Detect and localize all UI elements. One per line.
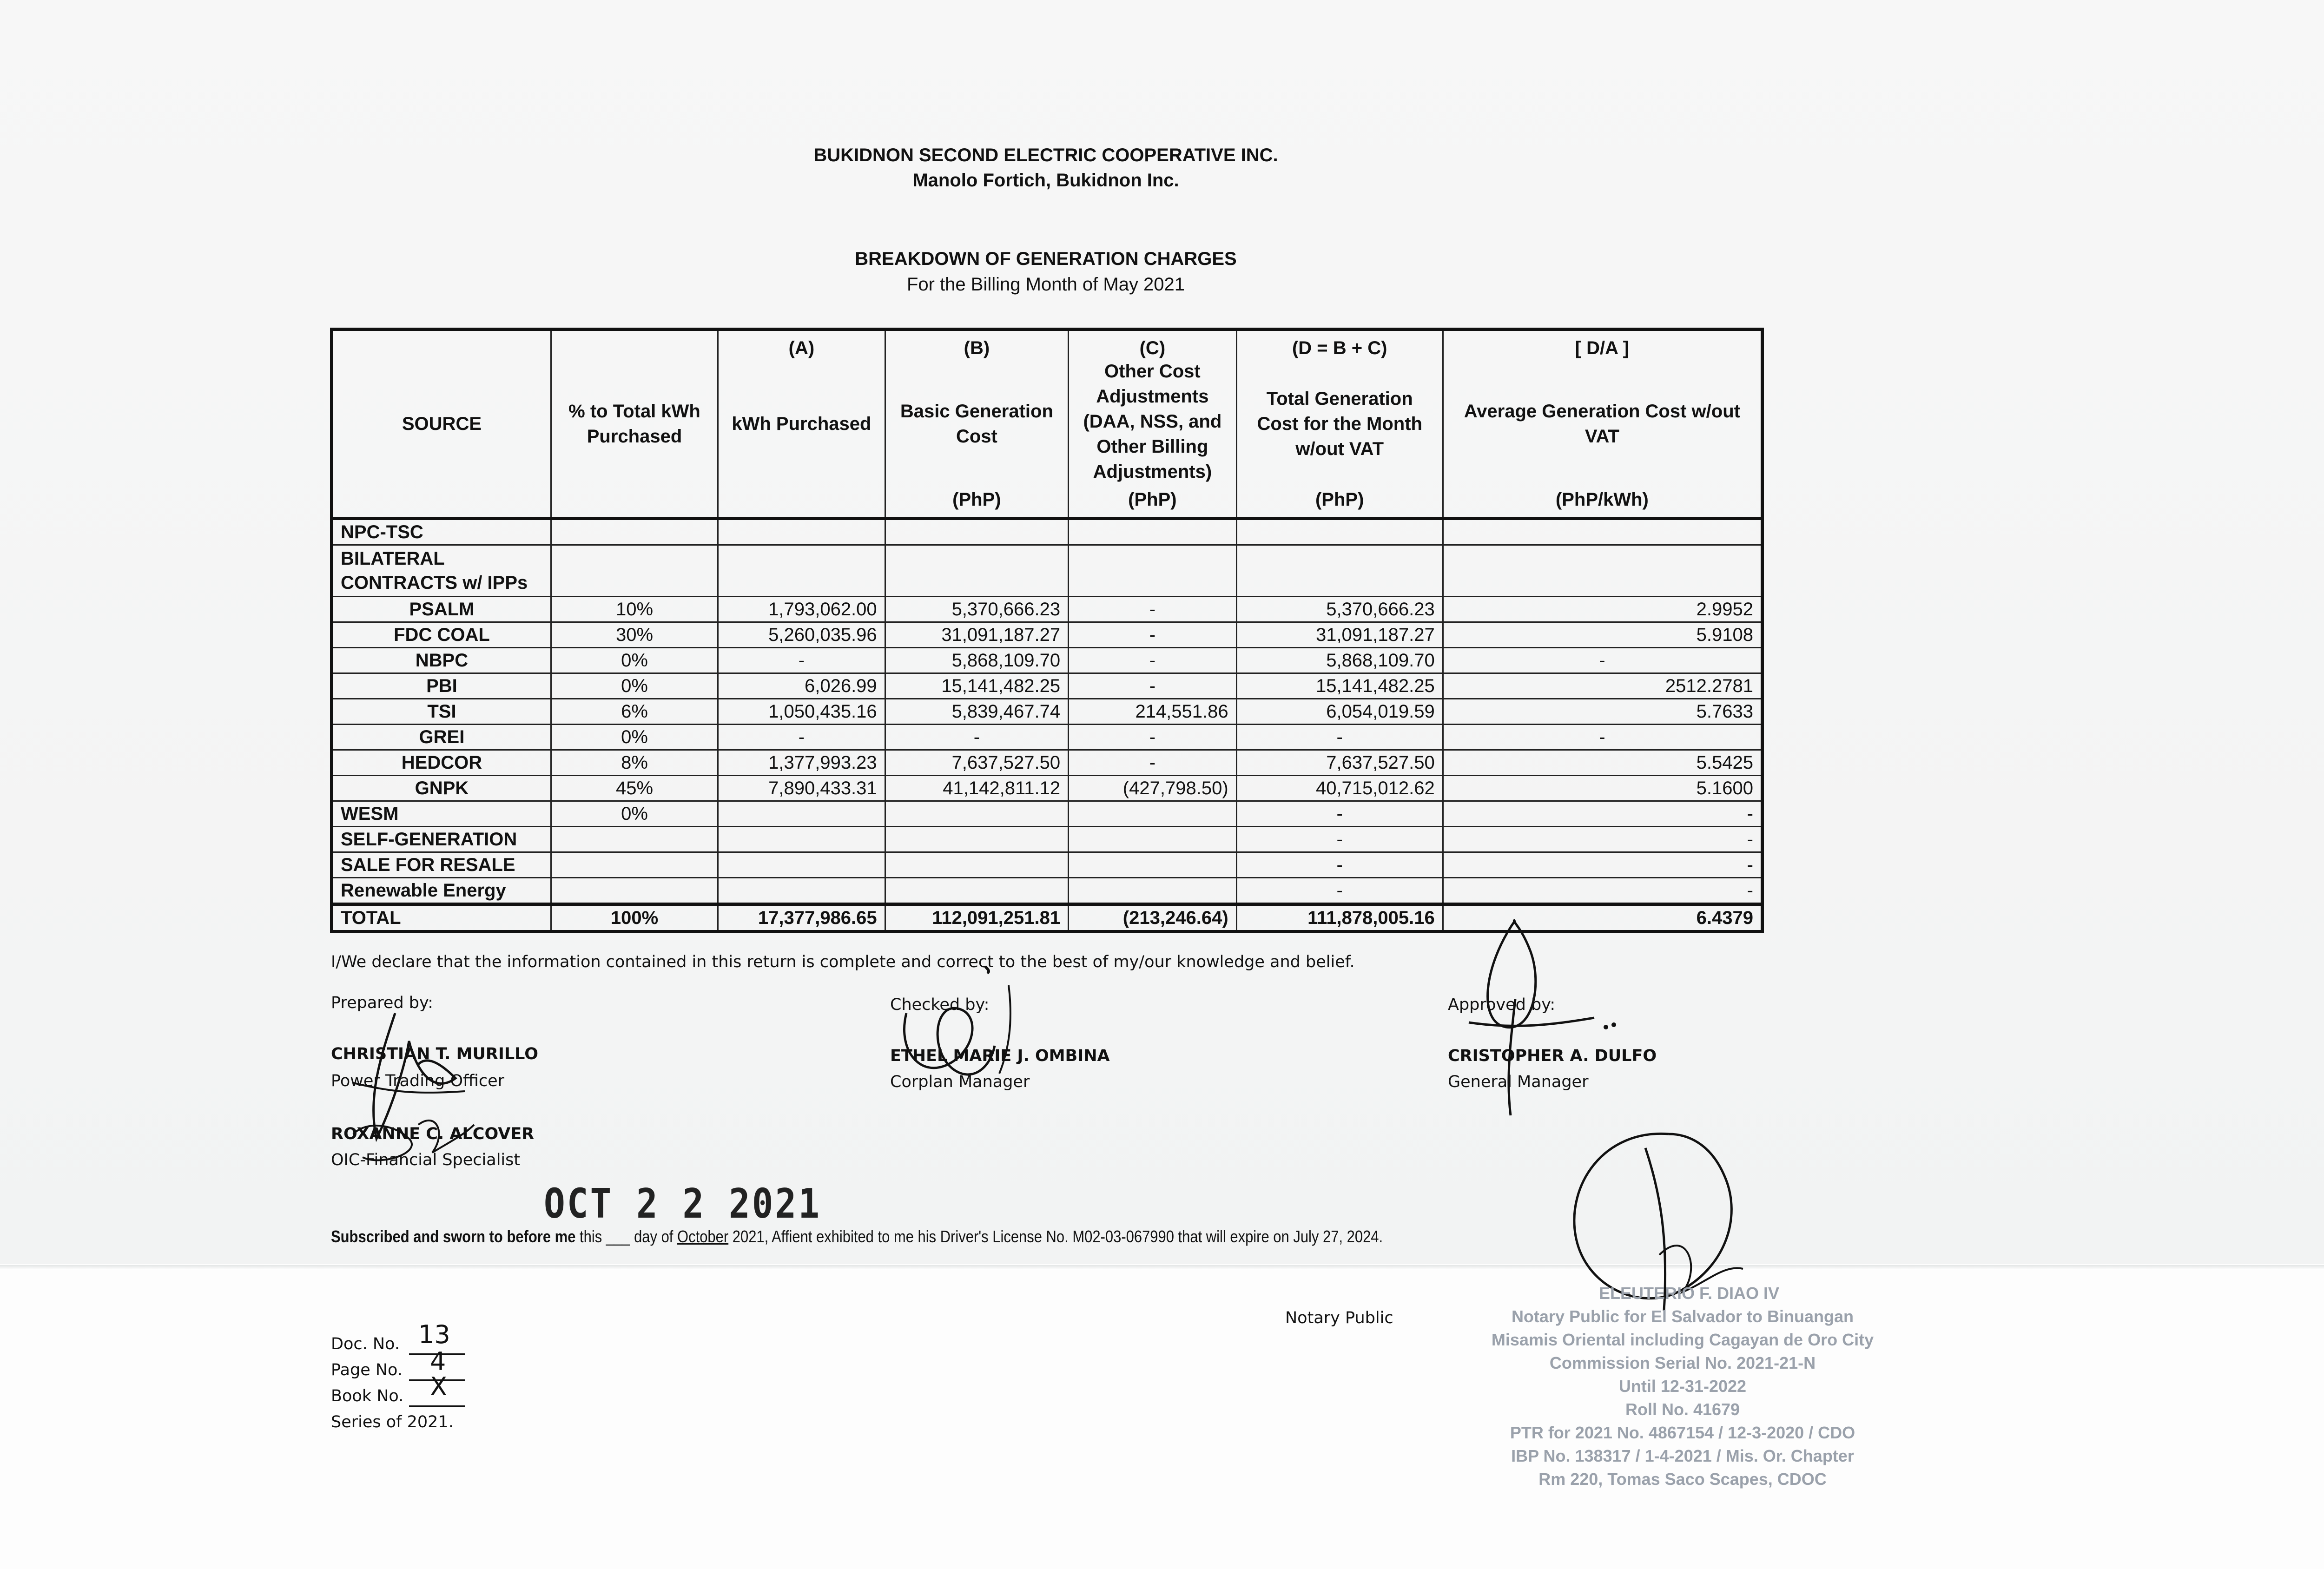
stamp-line: Rm 220, Tomas Saco Scapes, CDOC [1538, 1470, 1827, 1489]
sworn-this: this ___ day of [580, 1227, 673, 1246]
prepared2-name: ROXANNE C. ALCOVER [331, 1125, 535, 1143]
avg-cost-cell: - [1443, 827, 1762, 852]
doc-no-value: 13 [418, 1320, 450, 1349]
stamp-line: ELEUTERIO F. DIAO IV [1599, 1284, 1780, 1303]
received-date-stamp: OCT 2 2 2021 [544, 1180, 822, 1227]
notary-public-label: Notary Public [1285, 1309, 1393, 1327]
basic-cost-cell: 7,637,527.50 [885, 750, 1068, 776]
stamp-line: IBP No. 138317 / 1-4-2021 / Mis. Or. Chapter [1511, 1446, 1854, 1465]
table-row [332, 827, 1763, 852]
pct-cell: 0% [551, 801, 718, 827]
avg-cost-cell: - [1443, 852, 1762, 878]
avg-cost-cell: 2.9952 [1443, 597, 1762, 622]
source-cell: PSALM [332, 597, 551, 622]
other-adjust-cell: - [1069, 725, 1237, 750]
col-source: SOURCE [332, 330, 551, 519]
prepared-label: Prepared by: [331, 994, 433, 1012]
sworn-month: October [677, 1227, 729, 1246]
other-adjust-cell: - [1069, 648, 1237, 673]
basic-cost-cell: 5,839,467.74 [885, 699, 1068, 725]
company-address: Manolo Fortich, Bukidnon Inc. [912, 170, 1179, 191]
avg-cost-cell: 6.4379 [1443, 904, 1762, 932]
pct-cell: 45% [551, 776, 718, 801]
notary-stamp [1459, 1282, 1906, 1491]
document-title: BREAKDOWN OF GENERATION CHARGES [855, 249, 1237, 269]
basic-cost-cell: 31,091,187.27 [885, 622, 1068, 648]
pct-cell: 30% [551, 622, 718, 648]
total-cost-cell: 5,370,666.23 [1236, 597, 1443, 622]
table-row [332, 699, 1763, 725]
prepared2-title: OIC-Financial Specialist [331, 1151, 521, 1169]
doc-no-label: Doc. No. [331, 1335, 400, 1353]
pct-cell: 100% [551, 904, 718, 932]
avg-cost-cell: 5.9108 [1443, 622, 1762, 648]
kwh-cell: 7,890,433.31 [718, 776, 885, 801]
signature-dulfo [1441, 911, 1636, 1129]
source-cell: GNPK [332, 776, 551, 801]
basic-cost-cell: 15,141,482.25 [885, 673, 1068, 699]
avg-cost-cell: - [1443, 801, 1762, 827]
stamp-line: PTR for 2021 No. 4867154 / 12-3-2020 / CDO [1510, 1423, 1855, 1442]
basic-cost-cell: 5,370,666.23 [885, 597, 1068, 622]
avg-cost-cell: 2512.2781 [1443, 673, 1762, 699]
col-kwh: (A) kWh Purchased [718, 330, 885, 519]
prepared1-name: CHRISTIAN T. MURILLO [331, 1045, 538, 1063]
kwh-cell: 1,377,993.23 [718, 750, 885, 776]
source-cell: TOTAL [332, 904, 551, 932]
source-cell: HEDCOR [332, 750, 551, 776]
table-row [332, 878, 1763, 904]
avg-cost-cell: - [1443, 725, 1762, 750]
avg-cost-cell: 5.7633 [1443, 699, 1762, 725]
page-no-value: 4 [430, 1347, 446, 1376]
book-no-line [409, 1405, 465, 1407]
checked-name: ETHEL MARIE J. OMBINA [890, 1047, 1110, 1065]
table-row [332, 545, 1763, 597]
total-cost-cell: 40,715,012.62 [1236, 776, 1443, 801]
pct-cell: 0% [551, 725, 718, 750]
other-adjust-cell [1069, 827, 1237, 852]
kwh-cell: - [718, 648, 885, 673]
other-adjust-cell: 214,551.86 [1069, 699, 1237, 725]
other-adjust-cell [1069, 852, 1237, 878]
table-row [332, 597, 1763, 622]
other-adjust-cell [1069, 878, 1237, 904]
col-basic: (B) Basic Generation Cost (PhP) [885, 330, 1068, 519]
other-adjust-cell: - [1069, 622, 1237, 648]
avg-cost-cell: 5.1600 [1443, 776, 1762, 801]
col-pct: % to Total kWh Purchased [551, 330, 718, 519]
basic-cost-cell: 41,142,811.12 [885, 776, 1068, 801]
table-row [332, 725, 1763, 750]
row-label-bilateral: BILATERAL CONTRACTS w/ IPPs [332, 545, 551, 597]
signature-murillo [325, 985, 521, 1180]
total-cost-cell: 7,637,527.50 [1236, 750, 1443, 776]
book-no-value: X [430, 1372, 447, 1401]
kwh-cell: 1,050,435.16 [718, 699, 885, 725]
book-no-label: Book No. [331, 1387, 404, 1405]
source-cell: NBPC [332, 648, 551, 673]
source-cell: WESM [332, 801, 551, 827]
kwh-cell [718, 852, 885, 878]
total-cost-cell: - [1236, 827, 1443, 852]
table-row [332, 776, 1763, 801]
table-header-row [332, 330, 1763, 519]
total-cost-cell: - [1236, 852, 1443, 878]
pct-cell: 6% [551, 699, 718, 725]
table-row [332, 750, 1763, 776]
stamp-line: Until 12-31-2022 [1618, 1377, 1747, 1396]
total-cost-cell: 111,878,005.16 [1236, 904, 1443, 932]
stamp-line: Commission Serial No. 2021-21-N [1549, 1353, 1816, 1372]
other-adjust-cell: - [1069, 750, 1237, 776]
table-row [332, 801, 1763, 827]
sworn-bold: Subscribed and sworn to before me [331, 1227, 576, 1246]
kwh-cell [718, 801, 885, 827]
table-row [332, 648, 1763, 673]
avg-cost-cell: - [1443, 648, 1762, 673]
source-cell: SALE FOR RESALE [332, 852, 551, 878]
pct-cell: 0% [551, 648, 718, 673]
signature-ombina [878, 957, 1074, 1097]
generation-charges-table [330, 328, 1764, 933]
basic-cost-cell [885, 852, 1068, 878]
declaration-text: I/We declare that the information contained in this return is complete and correct to the best of my/our knowledge and belief. [331, 953, 1355, 971]
total-cost-cell: 31,091,187.27 [1236, 622, 1443, 648]
kwh-cell [718, 827, 885, 852]
basic-cost-cell [885, 827, 1068, 852]
col-average: [ D/A ] Average Generation Cost w/out VAT (PhP/kWh) [1443, 330, 1762, 519]
company-name: BUKIDNON SECOND ELECTRIC COOPERATIVE INC. [813, 145, 1278, 165]
avg-cost-cell: - [1443, 878, 1762, 904]
total-cost-cell: - [1236, 725, 1443, 750]
sworn-statement [331, 1227, 1383, 1246]
kwh-cell: - [718, 725, 885, 750]
basic-cost-cell: 112,091,251.81 [885, 904, 1068, 932]
total-cost-cell: 6,054,019.59 [1236, 699, 1443, 725]
stamp-line: Notary Public for El Salvador to Binuangan [1511, 1307, 1854, 1326]
row-label-npc: NPC-TSC [332, 519, 551, 545]
basic-cost-cell [885, 878, 1068, 904]
source-cell: PBI [332, 673, 551, 699]
checked-title: Corplan Manager [890, 1073, 1030, 1091]
other-adjust-cell [1069, 801, 1237, 827]
table-row [332, 852, 1763, 878]
pct-cell [551, 852, 718, 878]
basic-cost-cell: 5,868,109.70 [885, 648, 1068, 673]
pct-cell: 10% [551, 597, 718, 622]
approved-label: Approved by: [1448, 995, 1556, 1014]
total-cost-cell: 15,141,482.25 [1236, 673, 1443, 699]
stamp-line: Roll No. 41679 [1625, 1400, 1740, 1419]
checked-label: Checked by: [890, 995, 990, 1014]
sworn-rest: 2021, Affient exhibited to me his Driver's License No. M02-03-067990 that will expire on July 27, 2024. [732, 1227, 1383, 1246]
basic-cost-cell [885, 801, 1068, 827]
other-adjust-cell: (427,798.50) [1069, 776, 1237, 801]
source-cell: TSI [332, 699, 551, 725]
avg-cost-cell: 5.5425 [1443, 750, 1762, 776]
kwh-cell: 6,026.99 [718, 673, 885, 699]
prepared1-title: Power Trading Officer [331, 1072, 505, 1090]
document-subtitle: For the Billing Month of May 2021 [906, 274, 1185, 295]
col-other: (C) Other Cost Adjustments (DAA, NSS, and Other Billing Adjustments) (PhP) [1069, 330, 1237, 519]
basic-cost-cell: - [885, 725, 1068, 750]
total-cost-cell: - [1236, 801, 1443, 827]
source-cell: FDC COAL [332, 622, 551, 648]
approved-title: General Manager [1448, 1073, 1589, 1091]
kwh-cell: 17,377,986.65 [718, 904, 885, 932]
kwh-cell [718, 878, 885, 904]
total-cost-cell: 5,868,109.70 [1236, 648, 1443, 673]
series-text: Series of 2021. [331, 1413, 454, 1431]
col-total: (D = B + C) Total Generation Cost for the Month w/out VAT (PhP) [1236, 330, 1443, 519]
kwh-cell: 5,260,035.96 [718, 622, 885, 648]
other-adjust-cell: (213,246.64) [1069, 904, 1237, 932]
table-row [332, 673, 1763, 699]
other-adjust-cell: - [1069, 597, 1237, 622]
source-cell: GREI [332, 725, 551, 750]
pct-cell [551, 827, 718, 852]
total-cost-cell: - [1236, 878, 1443, 904]
other-adjust-cell: - [1069, 673, 1237, 699]
table-row [332, 622, 1763, 648]
table-row [332, 519, 1763, 545]
source-cell: Renewable Energy [332, 878, 551, 904]
pct-cell [551, 878, 718, 904]
page-no-label: Page No. [331, 1361, 403, 1379]
source-cell: SELF-GENERATION [332, 827, 551, 852]
pct-cell: 8% [551, 750, 718, 776]
stamp-line: Misamis Oriental including Cagayan de Oro City [1491, 1330, 1874, 1349]
pct-cell: 0% [551, 673, 718, 699]
approved-name: CRISTOPHER A. DULFO [1448, 1047, 1657, 1065]
scan-fold-line [0, 1265, 2324, 1270]
kwh-cell: 1,793,062.00 [718, 597, 885, 622]
